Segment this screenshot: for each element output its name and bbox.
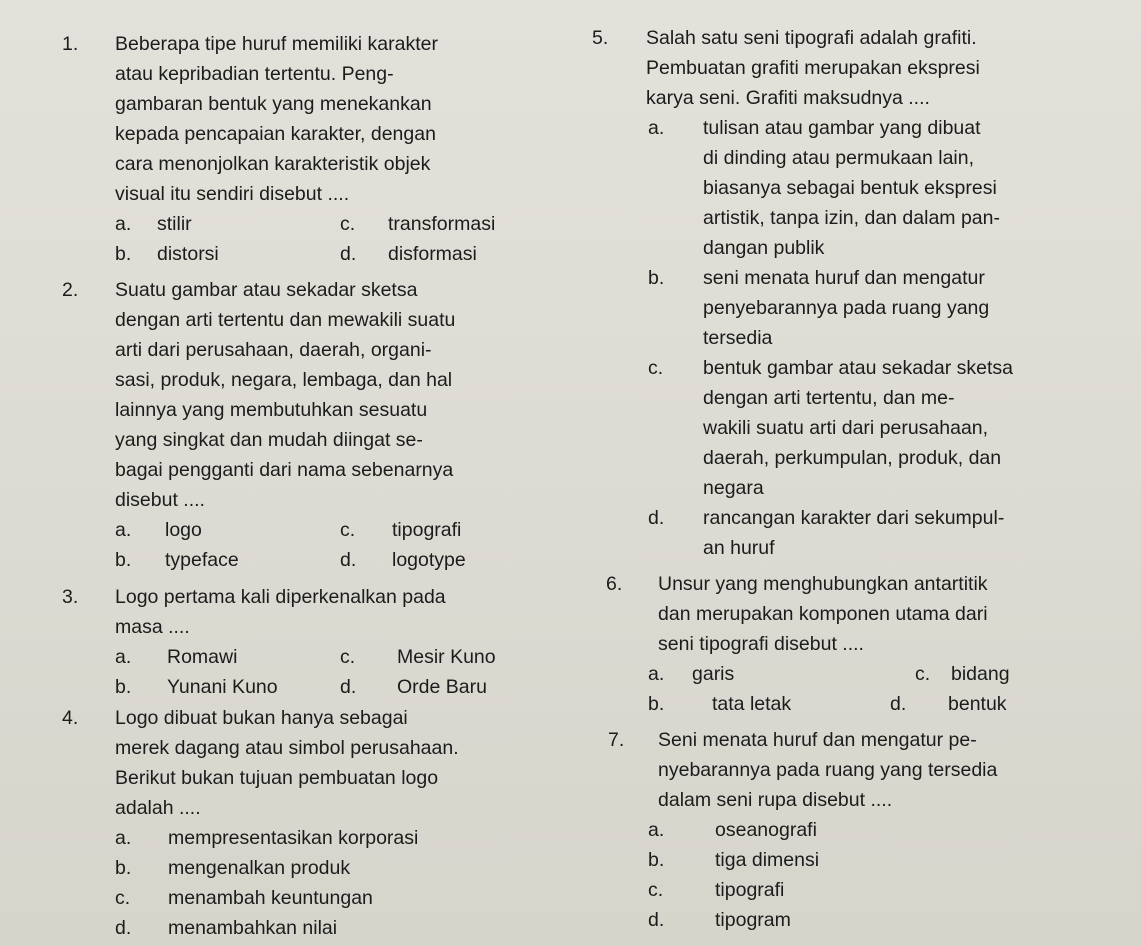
option-letter: c. [340, 213, 356, 235]
option-text-line: penyebarannya pada ruang yang [703, 297, 990, 319]
option-text: tiga dimensi [715, 849, 820, 871]
option-text: menambahkan nilai [168, 917, 338, 939]
option-text-line: bentuk gambar atau sekadar sketsa [703, 357, 1014, 379]
option-text: transformasi [388, 213, 496, 235]
question-text-line: masa .... [115, 616, 190, 638]
question-text-line: Suatu gambar atau sekadar sketsa [115, 279, 418, 301]
option-text: oseanografi [715, 819, 817, 841]
option-text: logo [165, 519, 202, 541]
question-text-line: Beberapa tipe huruf memiliki karakter [115, 33, 438, 55]
option-text: menambah keuntungan [168, 887, 373, 909]
option-letter: c. [648, 879, 664, 901]
option-text-line: rancangan karakter dari sekumpul- [703, 507, 1005, 529]
question-text-line: seni tipografi disebut .... [658, 633, 864, 655]
option-text-line: negara [703, 477, 764, 499]
question-text-line: Salah satu seni tipografi adalah grafiti. [646, 27, 977, 49]
question-number: 1. [62, 33, 79, 55]
question-number: 6. [606, 573, 623, 595]
option-letter: b. [648, 267, 665, 289]
question-number: 7. [608, 729, 625, 751]
option-text: Orde Baru [397, 676, 487, 698]
question-text-line: karya seni. Grafiti maksudnya .... [646, 87, 930, 109]
question-text-line: dan merupakan komponen utama dari [658, 603, 988, 625]
option-text-line: seni menata huruf dan mengatur [703, 267, 985, 289]
option-text: tipografi [392, 519, 462, 541]
question-number: 5. [592, 27, 609, 49]
question-text-line: Pembuatan grafiti merupakan ekspresi [646, 57, 980, 79]
option-letter: c. [115, 887, 131, 909]
question-text-line: Seni menata huruf dan mengatur pe- [658, 729, 977, 751]
option-text-line: dangan publik [703, 237, 825, 259]
question-text-line: Berikut bukan tujuan pembuatan logo [115, 767, 439, 789]
option-letter: a. [115, 213, 132, 235]
option-letter: b. [115, 549, 132, 571]
option-text: bentuk [948, 693, 1007, 715]
option-letter: a. [648, 117, 665, 139]
option-letter: c. [340, 646, 356, 668]
option-letter: b. [115, 243, 132, 265]
question-text-line: bagai pengganti dari nama sebenarnya [115, 459, 454, 481]
option-text: garis [692, 663, 735, 685]
option-text-line: biasanya sebagai bentuk ekspresi [703, 177, 997, 199]
question-text-line: visual itu sendiri disebut .... [115, 183, 350, 205]
question-text-line: dalam seni rupa disebut .... [658, 789, 893, 811]
question-number: 3. [62, 586, 79, 608]
option-text-line: an huruf [703, 537, 775, 559]
question-text-line: yang singkat dan mudah diingat se- [115, 429, 423, 451]
option-letter: d. [340, 676, 357, 698]
question-text-line: nyebarannya pada ruang yang tersedia [658, 759, 998, 781]
option-text: Mesir Kuno [397, 646, 496, 668]
question-text-line: lainnya yang membutuhkan sesuatu [115, 399, 428, 421]
question-text-line: kepada pencapaian karakter, dengan [115, 123, 436, 145]
option-text-line: tulisan atau gambar yang dibuat [703, 117, 981, 139]
option-text: bidang [951, 663, 1010, 685]
question-text-line: gambaran bentuk yang menekankan [115, 93, 432, 115]
option-letter: d. [340, 549, 357, 571]
option-text: distorsi [157, 243, 219, 265]
option-text: stilir [157, 213, 192, 235]
question-number: 4. [62, 707, 79, 729]
question-text-line: disebut .... [115, 489, 205, 511]
question-text-line: cara menonjolkan karakteristik objek [115, 153, 431, 175]
option-text: Romawi [167, 646, 238, 668]
option-text: mempresentasikan korporasi [168, 827, 419, 849]
option-letter: b. [115, 857, 132, 879]
option-letter: a. [648, 819, 665, 841]
question-text-line: adalah .... [115, 797, 201, 819]
option-letter: d. [340, 243, 357, 265]
option-letter: d. [648, 909, 665, 931]
question-text-line: arti dari perusahaan, daerah, organi- [115, 339, 432, 361]
option-text-line: artistik, tanpa izin, dan dalam pan- [703, 207, 1000, 229]
question-text-line: Unsur yang menghubungkan antartitik [658, 573, 988, 595]
option-text-line: wakili suatu arti dari perusahaan, [703, 417, 989, 439]
option-letter: d. [115, 917, 132, 939]
option-text: mengenalkan produk [168, 857, 351, 879]
option-letter: d. [890, 693, 907, 715]
option-text: tipografi [715, 879, 785, 901]
question-text-line: sasi, produk, negara, lembaga, dan hal [115, 369, 453, 391]
option-text: tipogram [715, 909, 791, 931]
option-letter: d. [648, 507, 665, 529]
option-letter: b. [648, 849, 665, 871]
question-text-line: Logo dibuat bukan hanya sebagai [115, 707, 408, 729]
question-text-line: atau kepribadian tertentu. Peng- [115, 63, 394, 85]
option-text-line: tersedia [703, 327, 773, 349]
option-text: Yunani Kuno [167, 676, 278, 698]
option-text: logotype [392, 549, 466, 571]
option-letter: c. [340, 519, 356, 541]
option-text: typeface [165, 549, 239, 571]
option-text: tata letak [712, 693, 792, 715]
option-letter: a. [115, 646, 132, 668]
option-letter: b. [115, 676, 132, 698]
option-text-line: daerah, perkumpulan, produk, dan [703, 447, 1002, 469]
question-text-line: merek dagang atau simbol perusahaan. [115, 737, 459, 759]
question-text-line: dengan arti tertentu dan mewakili suatu [115, 309, 456, 331]
option-text-line: dengan arti tertentu, dan me- [703, 387, 955, 409]
option-text-line: di dinding atau permukaan lain, [703, 147, 975, 169]
question-number: 2. [62, 279, 79, 301]
option-letter: a. [648, 663, 665, 685]
option-letter: a. [115, 519, 132, 541]
question-text-line: Logo pertama kali diperkenalkan pada [115, 586, 446, 608]
option-text: disformasi [388, 243, 477, 265]
option-letter: a. [115, 827, 132, 849]
option-letter: b. [648, 693, 665, 715]
option-letter: c. [648, 357, 664, 379]
option-letter: c. [915, 663, 931, 685]
